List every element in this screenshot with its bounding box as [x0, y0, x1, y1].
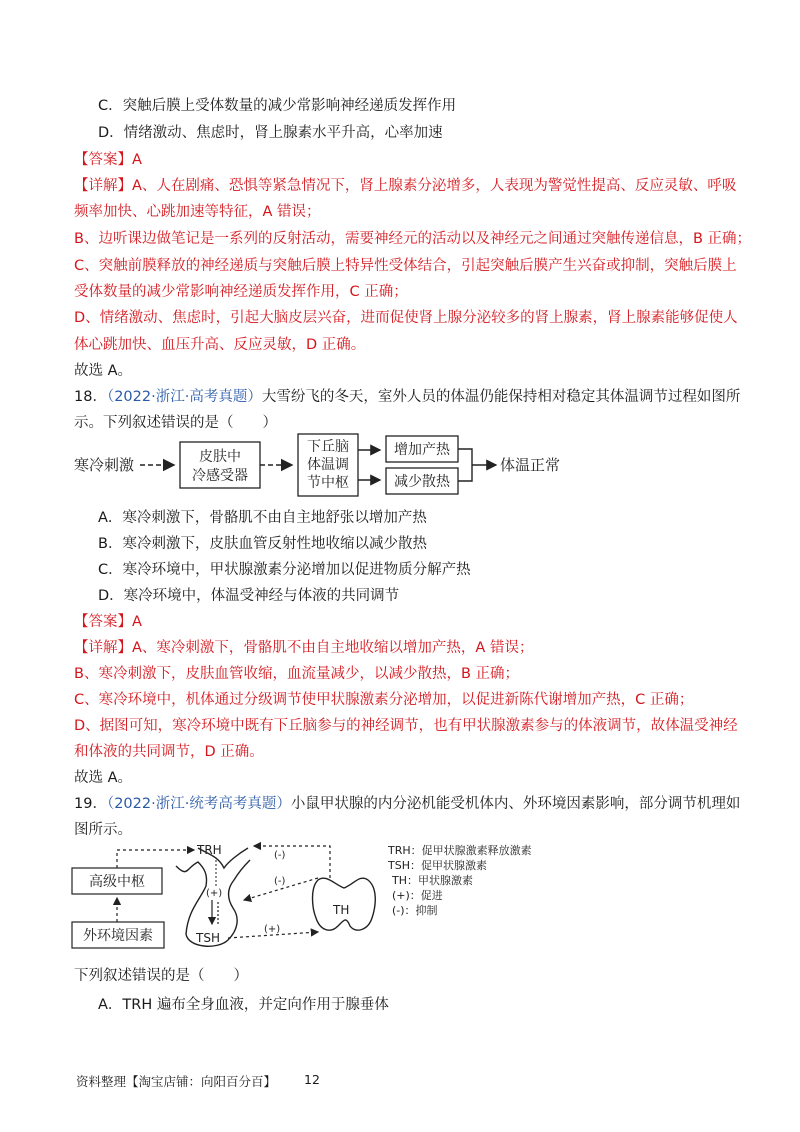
q18-option-c: C．寒冷环境中，甲状腺激素分泌增加以促进物质分解产热 [98, 562, 471, 578]
higher-center-label: 高级中枢 [89, 874, 145, 890]
legend-th: TH：甲状腺激素 [392, 874, 473, 887]
inhibit-label: (-) [274, 876, 286, 887]
th-label: TH [333, 903, 350, 917]
question-stem: 小鼠甲状腺的内分泌机能受机体内、外环境因素影响，部分调节机理如 [290, 796, 741, 812]
heat-production-label: 增加产热 [394, 442, 450, 458]
receptor-label-1: 皮肤中 [199, 449, 241, 465]
q19-question: 下列叙述错误的是（ ） [74, 968, 248, 984]
explain-text: A、寒冷刺激下，骨骼肌不由自主地收缩以增加产热，A 错误； [132, 640, 534, 656]
q17-explain-line-3: B、边听课边做笔记是一系列的反射活动，需要神经元的活动以及神经元之间通过突触传递信息，B 正确； [74, 231, 751, 247]
heat-loss-label: 减少散热 [394, 474, 450, 490]
q17-explain-line-2: 频率加快、心跳加速等特征，A 错误； [74, 204, 321, 220]
env-factor-label: 外环境因素 [83, 928, 153, 944]
inhibit-label: (-) [274, 850, 286, 861]
thyroid-regulation-diagram [68, 838, 548, 958]
thermoregulation-diagram [70, 430, 590, 500]
legend-trh: TRH：促甲状腺激素释放激素 [388, 844, 532, 857]
q18-answer [74, 612, 142, 632]
q17-explain-line-5: 受体数量的减少常影响神经递质发挥作用，C 正确； [74, 284, 408, 300]
explain-label: 【详解】 [74, 178, 132, 194]
q18-stem-line-2: 示。下列叙述错误的是（ ） [74, 415, 277, 431]
question-stem: 大雪纷飞的冬天，室外人员的体温仍能保持相对稳定其体温调节过程如图所 [261, 389, 741, 405]
q18-explain-line-3: C、寒冷环境中，机体通过分级调节使甲状腺激素分泌增加，以促进新陈代谢增加产热，C 正确； [74, 692, 694, 708]
q17-option-c: C．突触后膜上受体数量的减少常影响神经递质发挥作用 [98, 98, 457, 114]
question-number: 18． [74, 389, 107, 405]
footer-text: 资料整理【淘宝店铺：向阳百分百】 [76, 1074, 277, 1089]
legend-inhibit: (-)：抑制 [392, 904, 438, 917]
center-label-1: 下丘脑 [307, 439, 349, 455]
promote-label: (+) [264, 924, 281, 935]
question-source: （2022·浙江·高考真题） [106, 389, 262, 405]
receptor-label-2: 冷感受器 [192, 468, 248, 484]
q18-explain-line-1 [74, 638, 533, 658]
q18-option-b: B．寒冷刺激下，皮肤血管反射性地收缩以减少散热 [98, 536, 427, 552]
answer-value: A [132, 614, 142, 630]
center-label-3: 节中枢 [307, 475, 349, 491]
legend-promote: (+)：促进 [392, 889, 443, 902]
q18-option-a: A．寒冷刺激下，骨骼肌不由自主地舒张以增加产热 [98, 510, 427, 526]
q19-stem-line-2: 图所示。 [74, 822, 132, 838]
diagram-cold-stimulus: 寒冷刺激 [74, 456, 135, 474]
answer-label: 【答案】 [74, 614, 132, 630]
question-number: 19． [74, 796, 107, 812]
dashed-arrow [254, 846, 330, 878]
dashed-arrow [117, 850, 194, 868]
center-label-2: 体温调 [307, 457, 349, 473]
q17-option-d: D．情绪激动、焦虑时，肾上腺素水平升高，心率加速 [98, 125, 443, 141]
trh-label: TRH [197, 843, 222, 857]
q17-conclusion: 故选 A。 [74, 363, 133, 379]
q18-stem-line-1 [74, 387, 740, 407]
question-source: （2022·浙江·统考高考真题） [106, 796, 291, 812]
page-number: 12 [304, 1072, 320, 1087]
answer-label: 【答案】 [74, 152, 132, 168]
tsh-label: TSH [196, 931, 220, 945]
q17-answer [74, 150, 142, 170]
q17-explain-line-6: D、情绪激动、焦虑时，引起大脑皮层兴奋，进而促使肾上腺分泌较多的肾上腺素，肾上腺素能够促使人 [74, 310, 738, 326]
q17-explain-line-4: C、突触前膜释放的神经递质与突触后膜上特异性受体结合，引起突触后膜产生兴奋或抑制，突触后膜上 [74, 258, 737, 274]
q18-explain-line-4: D、据图可知，寒冷环境中既有下丘脑参与的神经调节，也有甲状腺激素参与的体液调节，故体温受神经 [74, 718, 738, 734]
answer-value: A [132, 152, 142, 168]
promote-label: (+) [206, 888, 223, 899]
q18-option-d: D．寒冷环境中，体温受神经与体液的共同调节 [98, 588, 400, 604]
diagram-normal-temp: 体温正常 [500, 456, 561, 474]
merge-bracket [458, 449, 472, 481]
q17-explain-line-1 [74, 176, 736, 196]
q18-explain-line-2: B、寒冷刺激下，皮肤血管收缩，血流量减少，以减少散热，B 正确； [74, 666, 520, 682]
q19-stem-line-1 [74, 794, 740, 814]
q18-explain-line-5: 和体液的共同调节，D 正确。 [74, 744, 264, 760]
q17-explain-line-7: 体心跳加快、血压升高、反应灵敏，D 正确。 [74, 337, 366, 353]
legend-tsh: TSH：促甲状腺激素 [388, 859, 487, 872]
explain-label: 【详解】 [74, 640, 132, 656]
q18-conclusion: 故选 A。 [74, 770, 133, 786]
explain-text: A、人在剧痛、恐惧等紧急情况下，肾上腺素分泌增多，人表现为警觉性提高、反应灵敏、呼吸 [132, 178, 737, 194]
q19-option-a: A．TRH 遍布全身血液，并定向作用于腺垂体 [98, 997, 389, 1013]
